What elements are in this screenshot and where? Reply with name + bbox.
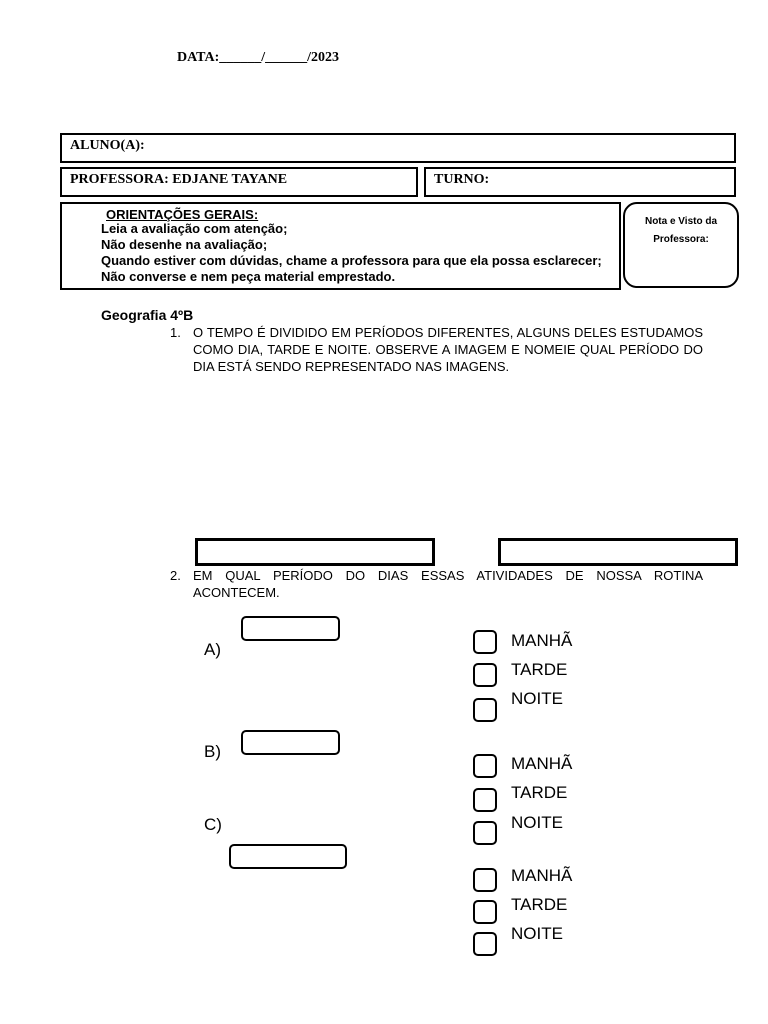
question-text: O TEMPO É DIVIDIDO EM PERÍODOS DIFERENTES, ALGUNS DELES ESTUDAMOS COMO DIA, TARDE E NOITE. OBSERVE A IMAGEM E NOMEIE QUAL PERÍODO DO DIA ESTÁ SENDO REPRESENTADO NAS IMAGENS. [193, 325, 703, 374]
guideline-item: Quando estiver com dúvidas, chame a professora para que ela possa esclarecer; [101, 253, 602, 268]
activity-letter-c: C) [204, 815, 222, 834]
activity-letter-b: B) [204, 742, 221, 761]
option-label: MANHÃ [511, 866, 573, 885]
guideline-item: Não desenhe na avaliação; [101, 237, 268, 252]
student-name-field[interactable] [60, 133, 736, 163]
activity-b-image-slot [241, 730, 340, 755]
student-name-label: ALUNO(A): [70, 138, 145, 153]
question-number: 2. [170, 568, 181, 583]
checkbox-night[interactable] [473, 821, 497, 845]
guidelines-title: ORIENTAÇÕES GERAIS: [106, 207, 259, 222]
guidelines-list [101, 221, 602, 285]
guideline-item: Não converse e nem peça material emprestado. [101, 269, 396, 284]
activity-letter-a: A) [204, 640, 221, 659]
grade-box-label: Nota e Visto da [644, 216, 718, 227]
teacher-label: PROFESSORA: EDJANE TAYANE [70, 172, 288, 187]
option-label: NOITE [511, 813, 563, 832]
teacher-field [60, 167, 418, 197]
option-label: MANHÃ [511, 754, 573, 773]
activity-a-image-slot [241, 616, 340, 641]
option-label: MANHÃ [511, 631, 573, 650]
checkbox-morning[interactable] [473, 868, 497, 892]
checkbox-morning[interactable] [473, 630, 497, 654]
checkbox-afternoon[interactable] [473, 900, 497, 924]
option-label: TARDE [511, 895, 568, 914]
option-label: NOITE [511, 689, 563, 708]
subject-title: Geografia 4ºB [101, 307, 194, 323]
grade-box[interactable] [623, 202, 739, 288]
checkbox-night[interactable] [473, 932, 497, 956]
class-shift-label: TURNO: [434, 172, 490, 187]
checkbox-morning[interactable] [473, 754, 497, 778]
guideline-item: Leia a avaliação com atenção; [101, 221, 288, 236]
image-answer-box-2[interactable] [498, 538, 738, 566]
checkbox-afternoon[interactable] [473, 663, 497, 687]
image-answer-box-1[interactable] [195, 538, 435, 566]
option-label: TARDE [511, 660, 568, 679]
option-label: NOITE [511, 924, 563, 943]
activity-c-image-slot [229, 844, 347, 869]
date-line: DATA:______/______/2023 [177, 50, 340, 65]
question-text: EM QUAL PERÍODO DO DIAS ESSAS ATIVIDADES DE NOSSA ROTINA ACONTECEM. [193, 568, 703, 600]
checkbox-night[interactable] [473, 698, 497, 722]
option-label: TARDE [511, 783, 568, 802]
guidelines-box [60, 202, 621, 290]
checkbox-afternoon[interactable] [473, 788, 497, 812]
grade-box-label: Professora: [653, 234, 709, 245]
class-shift-field[interactable] [424, 167, 736, 197]
question-number: 1. [170, 325, 181, 340]
